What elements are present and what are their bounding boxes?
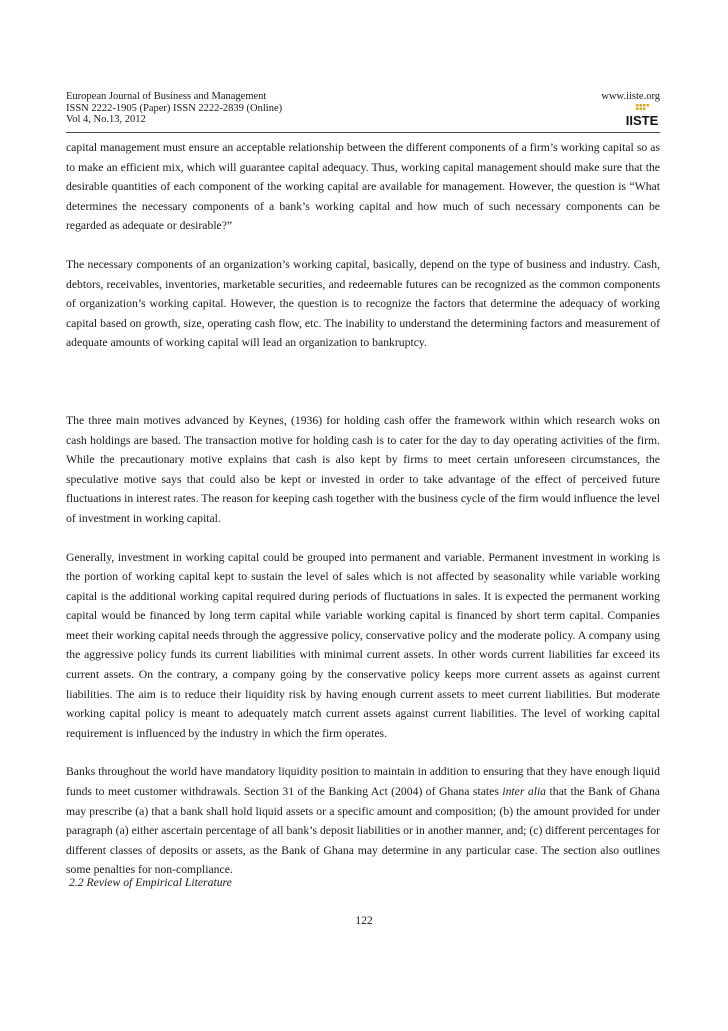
journal-volume: Vol 4, No.13, 2012 xyxy=(66,114,146,126)
paragraph-5 xyxy=(66,762,660,880)
paragraph-3: The three main motives advanced by Keynes, (1936) for holding cash offer the framework within which research woks on cash holdings are based. The transaction motive for holding cash is to cater for the day to day operating activities of the firm. While the precautionary motive explains that cash is also kept by firms to meet certain unforeseen circumstances, the speculative motive says that could also be kept or invested in order to take advantage of the effect of perceived future fluctuations in interest rates. The reason for keeping cash together with the business cycle of the firm would influence the level of investment in working capital. xyxy=(66,413,660,525)
paragraph-5-part-2: that the Bank of Ghana may prescribe (a) that a bank shall hold liquid assets or a specific amount and composition; (b) the amount provided for under paragraph (a) either ascertain percentage of all bank’s deposit liabilities or in another manner, and; (c) different percentages for different classes of deposits or assets, as the Bank of Ghana may determine in any particular case. The section also outlines some penalties for non-compliance. xyxy=(66,785,660,877)
body-text xyxy=(66,138,660,880)
svg-text:IISTE: IISTE xyxy=(625,113,659,128)
journal-name: European Journal of Business and Management xyxy=(66,91,267,102)
journal-issn: ISSN 2222-1905 (Paper) ISSN 2222-2839 (Online) xyxy=(66,102,283,114)
journal-website: www.iiste.org xyxy=(601,91,660,102)
section-heading: 2.2 Review of Empirical Literature xyxy=(69,876,232,889)
header-left xyxy=(66,91,660,126)
page-number: 122 xyxy=(355,914,373,927)
paragraph-5-italic: inter alia xyxy=(502,785,547,799)
paragraph-2: The necessary components of an organization’s working capital, basically, depend on the type of business and industry. Cash, debtors, receivables, inventories, marketable securities, and redeemable futures can be recognized as the common components of organization’s working capital. However, the question is to recognize the factors that determine the adequacy of working capital based on growth, size, operating cash flow, etc. The inability to understand the determining factors and measurement of adequate amounts of working capital will lead an organization to bankruptcy. xyxy=(66,257,660,350)
paragraph-5-part-1: Banks throughout the world have mandatory liquidity position to maintain in addition to ensuring that they have enough liquid funds to meet customer withdrawals. Section 31 of the Banking Act (2004) of Ghana states xyxy=(66,765,660,799)
paragraph-4: Generally, investment in working capital could be grouped into permanent and variable. Permanent investment in working is the portion of working capital kept to sustain the level of sales which is not affected by seasonality while variable working capital is the additional working capital required during periods of fluctuations in sales. It is expected the permanent working capital would be financed by long term capital while variable working capital is financed by short term capital. Companies meet their working capital needs through the aggressive policy, conservative policy and the moderate policy. A company using the aggressive policy funds its current liabilities with minimal current assets. In other words current liabilities far exceed its current assets. On the contrary, a company going by the conservative policy keeps more current assets as against current liabilities. The aim is to reduce their liquidity risk by having enough current assets to meet current liabilities. But moderate working capital policy is meant to adequately match current assets against current liabilities. The level of working capital requirement is influenced by the industry in which the firm operates. xyxy=(66,550,660,740)
iiste-logo-icon xyxy=(624,104,660,128)
paragraph-1: capital management must ensure an acceptable relationship between the different components of a firm’s working capital so as to make an efficient mix, which will guarantee capital adequacy. Thus, working capital management should make sure that the desirable quantities of each component of the working capital are available for management. However, the question is “What determines the necessary components of a bank’s working capital and how much of such necessary components can be regarded as adequate or desirable?” xyxy=(66,141,660,233)
journal-header xyxy=(66,91,660,126)
header-rule xyxy=(66,132,660,133)
